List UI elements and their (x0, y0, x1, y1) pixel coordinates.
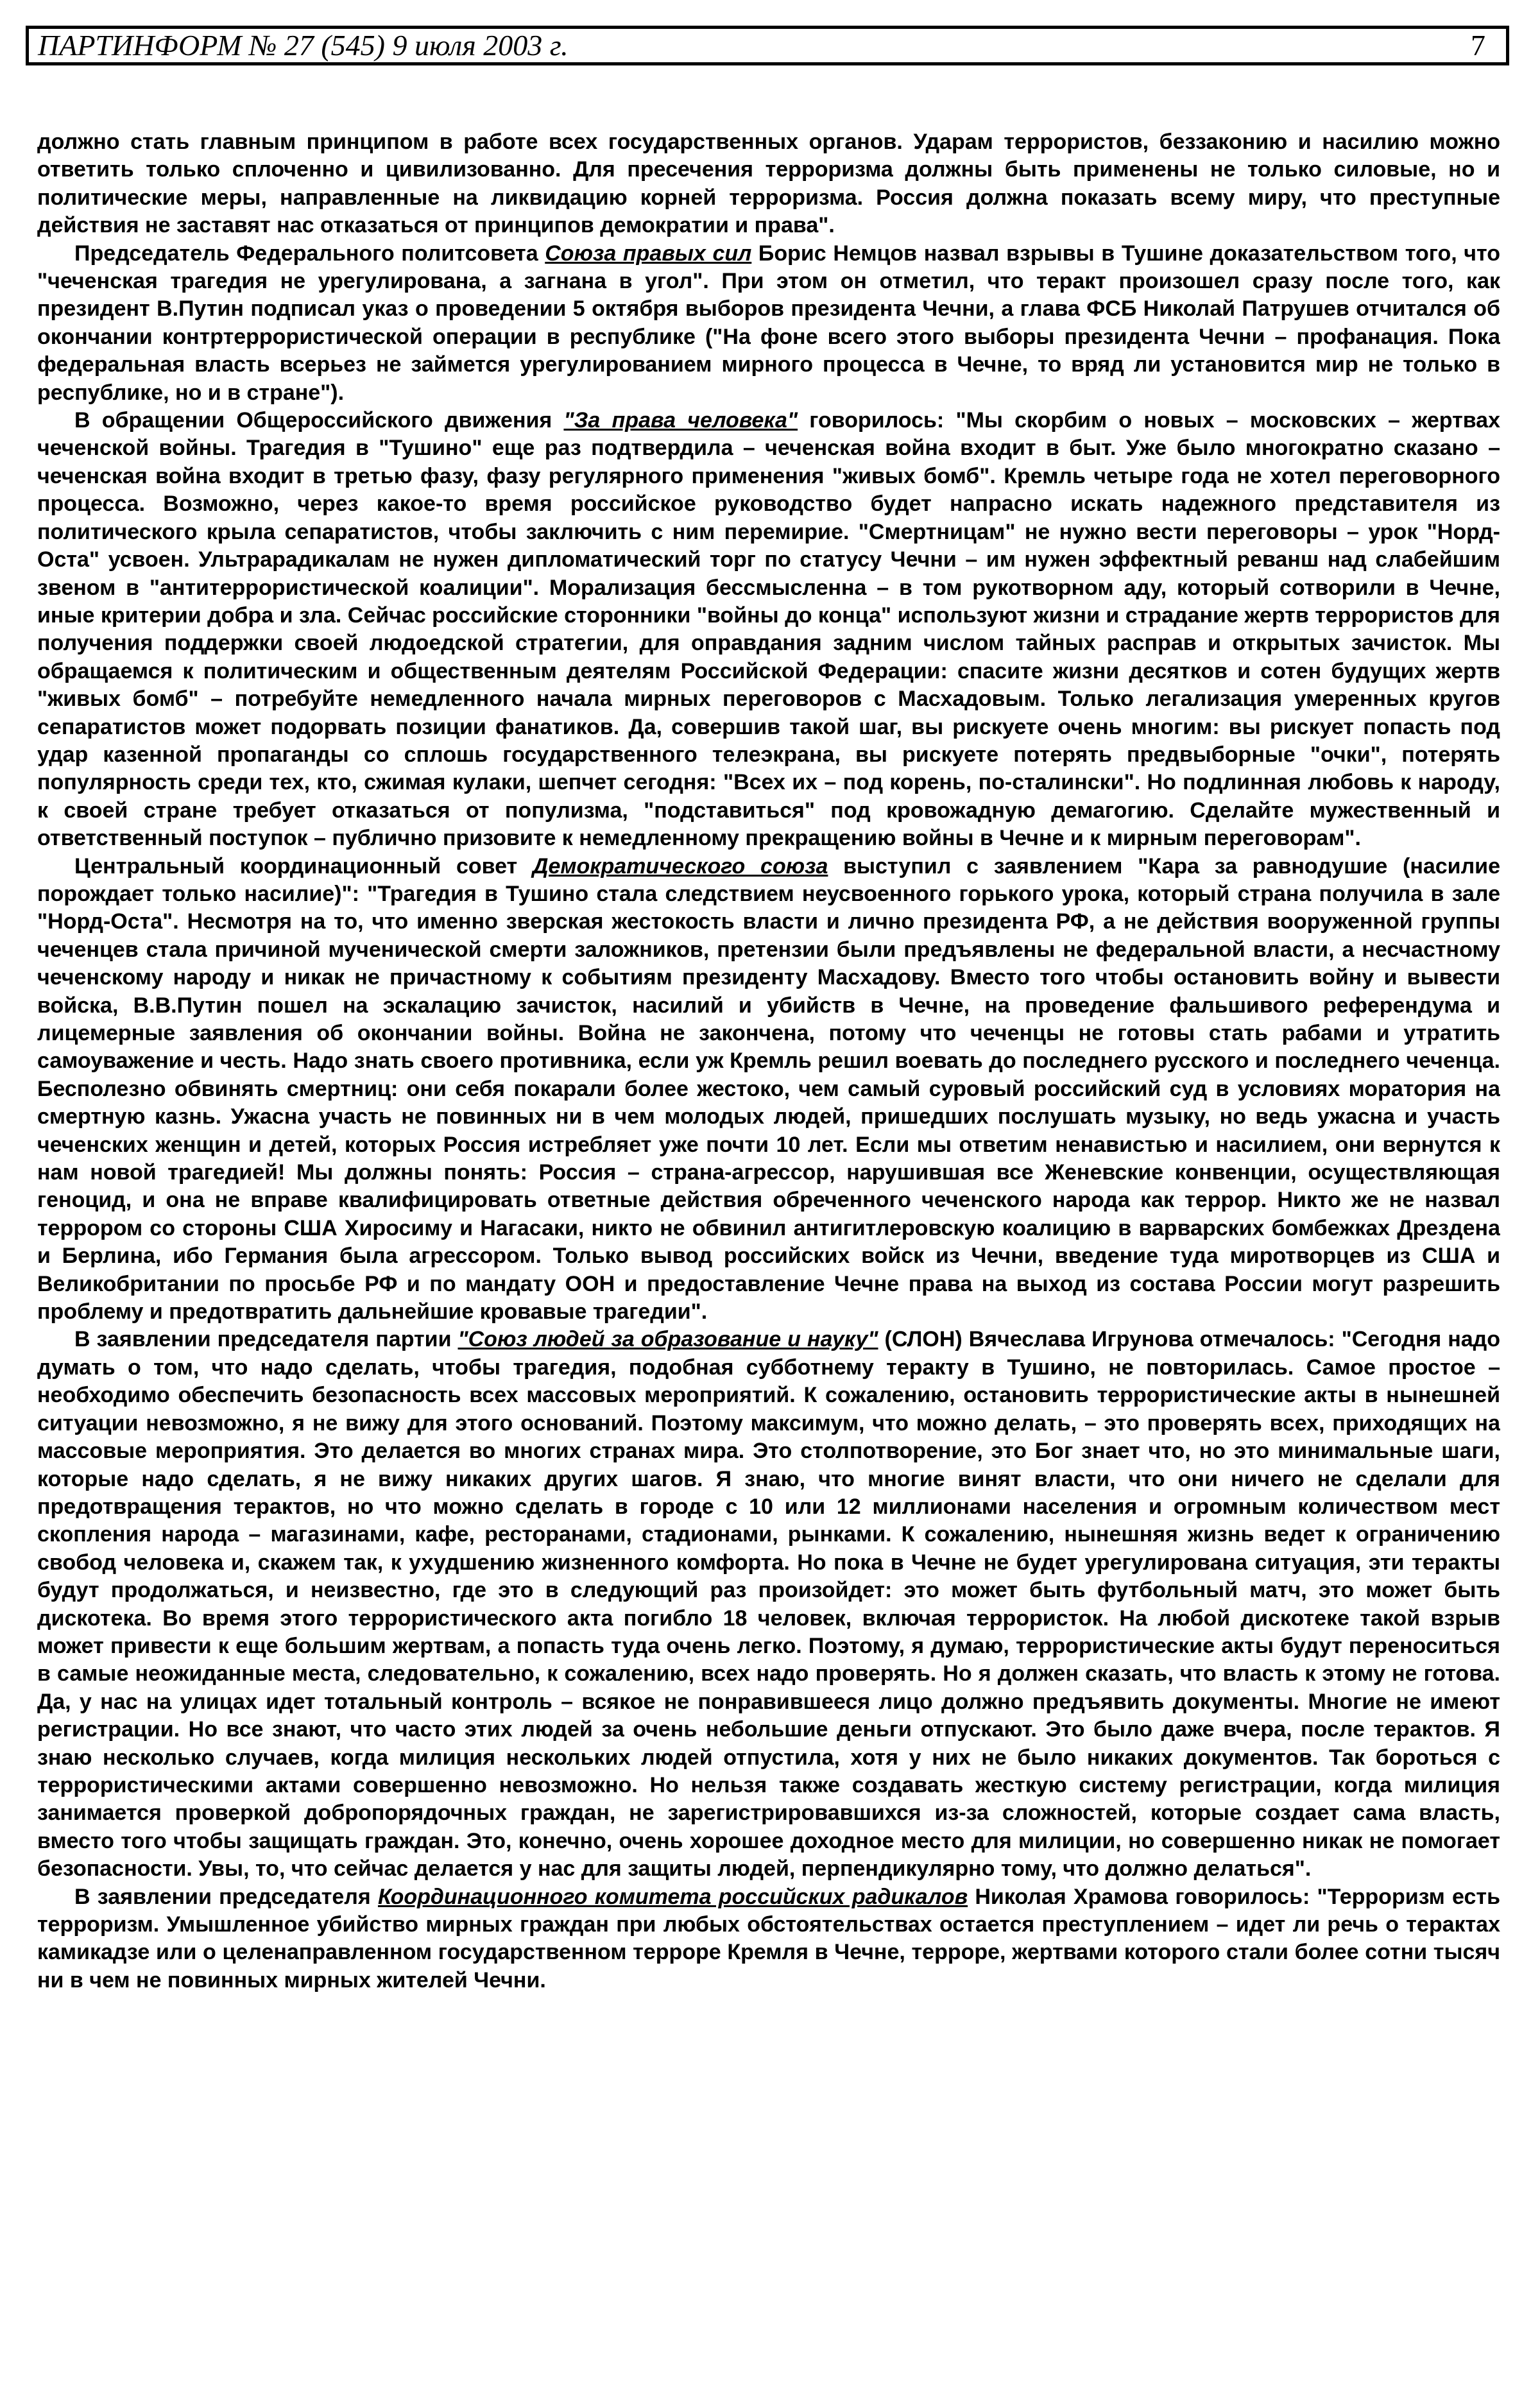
paragraph-text-after: Николая Храмова говорилось: "Терроризм есть терроризм. Умышленное убийство мирных граждан при любых обстоятельствах остается преступлением – идет ли речь о терактах камикадзе или о целенаправленном государственном терроре Кремля в Чечне, терроре, жертвами которого стали более сотни тысяч ни в чем не повинных мирных жителей Чечни. (37, 1884, 1500, 1992)
paragraph-text-before: В заявлении председателя (74, 1884, 378, 1909)
org-link-human-rights[interactable]: "За права человека" (563, 408, 798, 433)
paragraph-text-before: В обращении Общероссийского движения (74, 408, 564, 433)
paragraph-text-after: (СЛОН) Вячеслава Игрунова отмечалось: "Сегодня надо думать о том, что надо сделать, чтобы трагедия, подобная субботнему теракту в Тушино, не повторилась. Самое простое – необходимо обеспечить безопасность всех массовых мероприятий. К сожалению, остановить террористические акты в нынешней ситуации невозможно, я не вижу для этого оснований. Поэтому максимум, что можно делать, – это проверять всех, приходящих на массовые мероприятия. Это делается во многих странах мира. Это столпотворение, это Бог знает что, но это минимальные шаги, которые надо сделать, я не вижу никаких других шагов. Я знаю, что многие винят власти, что они ничего не сделали для предотвращения терактов, но что можно сделать в городе с 10 или 12 миллионами населения и огромным количеством мест скопления народа – магазинами, кафе, ресторанами, стадионами, рынками. К сожалению, нынешняя жизнь ведет к ограничению свобод человека и, скажем так, к ухудшению жизненного комфорта. Но пока в Чечне не будет урегулирована ситуация, эти теракты будут продолжаться, и неизвестно, где это в следующий раз произойдет: это может быть футбольный матч, это может быть дискотека. Во время этого террористического акта погибло 18 человек, включая террористок. На любой дискотеке такой взрыв может привести к еще большим жертвам, а попасть туда очень легко. Поэтому, я думаю, террористические акты будут переноситься в самые неожиданные места, следовательно, к сожалению, всех надо проверять. Но я должен сказать, что власть к этому не готова. Да, у нас на улицах идет тотальный контроль – всякое не понравившееся лицо должно предъявить документы. Многие не имеют регистрации. Но все знают, что часто этих людей за очень небольшие деньги отпускают. Это было даже вчера, после терактов. Я знаю несколько случаев, когда милиция нескольких людей отпустила, хотя у них не было никаких документов. Так бороться с террористическими актами совершенно невозможно. Но нельзя также создавать жесткую систему регистрации, когда милиция занимается проверкой добропорядочных граждан, не зарегистрировавшихся из-за сложностей, которые создает сама власть, вместо того чтобы защищать граждан. Это, конечно, очень хорошее доходное место для милиции, но совершенно никак не помогает безопасности. Увы, то, что сейчас делается у нас для защиты людей, перпендикулярно тому, что должно делаться". (37, 1327, 1500, 1881)
org-link-slon[interactable]: "Союз людей за образование и науку" (458, 1327, 878, 1352)
paragraph-2 (37, 240, 1500, 407)
paragraph-text: должно стать главным принципом в работе всех государственных органов. Ударам террористов, беззаконию и насилию можно ответить только сплоченно и цивилизованно. Для пресечения терроризма должны быть применены не только силовые, но и политические меры, направленные на ликвидацию корней терроризма. Россия должна показать всему миру, что преступные действия не заставят нас отказаться от принципов демократии и права". (37, 130, 1500, 238)
newspaper-issue-title: ПАРТИНФОРМ № 27 (545) 9 июля 2003 г. (38, 29, 569, 62)
article-body (37, 128, 1500, 2368)
org-link-democratic-union[interactable]: Демократического союза (532, 853, 828, 878)
paragraph-4 (37, 853, 1500, 1326)
paragraph-text-after: говорилось: "Мы скорбим о новых – московских – жертвах чеченской войны. Трагедия в "Тушино" еще раз подтвердила – чеченская война входит в быт. Уже было многократно сказано – чеченская война входит в третью фазу, фазу регулярного применения "живых бомб". Кремль четыре года не хотел переговорного процесса. Возможно, через какое-то время российское руководство будет напрасно искать надежного представителя из политического крыла сепаратистов, чтобы заключить с ним перемирие. "Смертницам" не нужно вести переговоры – урок "Норд-Оста" усвоен. Ультрарадикалам не нужен дипломатический торг по статусу Чечни – им нужен эффектный реванш над слабейшим звеном в "антитеррористической коалиции". Морализация бессмысленна – в том рукотворном аду, который сотворили в Чечне, иные критерии добра и зла. Сейчас российские сторонники "войны до конца" используют жизни и страдание жертв террористов для получения поддержки своей людоедской стратегии, для оправдания задним числом тайных расправ и открытых зачисток. Мы обращаемся к политическим и общественным деятелям Российской Федерации: спасите жизни десятков и сотен будущих жертв "живых бомб" – потребуйте немедленного начала мирных переговоров с Масхадовым. Только легализация умеренных кругов сепаратистов может подорвать позиции фанатиков. Да, совершив такой шаг, вы рискуете очень многим: вы рискует попасть под удар казенной пропаганды со сплошь государственного телеэкрана, вы рискуете потерять предвыборные "очки", потерять популярность среди тех, кто, сжимая кулаки, шепчет сегодня: "Всех их – под корень, по-сталински". Но подлинная любовь к народу, к своей стране требует отказаться от популизма, "подставиться" под кровожадную демагогию. Сделайте мужественный и ответственный поступок – публично призовите к немедленному прекращению войны в Чечне и к мирным переговорам". (37, 408, 1500, 851)
paragraph-text-before: Центральный координационный совет (74, 853, 533, 878)
paragraph-text-after: выступил с заявлением "Кара за равнодушие (насилие порождает только насилие)": "Трагедия в Тушино стала следствием неусвоенного горького урока, который страна получила в зале "Норд-Оста". Несмотря на то, что именно зверская жестокость власти и лично президента РФ, а не действия вооруженной группы чеченцев стала причиной мученической смерти заложников, претензии были предъявлены не федеральной власти, а несчастному чеченскому народу и никак не причастному к событиям президенту Масхадову. Вместо того чтобы остановить войну и вывести войска, В.В.Путин пошел на эскалацию зачисток, насилий и убийств в Чечне, на проведение фальшивого референдума и лицемерные заявления об окончании войны. Война не закончена, потому что чеченцы не готовы стать рабами и утратить самоуважение и честь. Надо знать своего противника, если уж Кремль решил воевать до последнего русского и последнего чеченца. Бесполезно обвинять смертниц: они себя покарали более жестоко, чем самый суровый российский суд в условиях моратория на смертную казнь. Ужасна участь не повинных ни в чем молодых людей, пришедших послушать музыку, но ведь ужасна и участь чеченских женщин и детей, которых Россия истребляет уже почти 10 лет. Если мы ответим ненавистью и насилием, они вернутся к нам новой трагедией! Мы должны понять: Россия – страна-агрессор, нарушившая все Женевские конвенции, осуществляющая геноцид, и она не вправе квалифицировать ответные действия обреченного чеченского народа как террор. Никто же не назвал террором со стороны США Хиросиму и Нагасаки, никто не обвинил антигитлеровскую коалицию в варварских бомбежках Дрездена и Берлина, ибо Германия была агрессором. Только вывод российских войск из Чечни, введение туда миротворцев из США и Великобритании по просьбе РФ и по мандату ООН и предоставление Чечне права на выход из состава России могут разрешить проблему и предотвратить дальнейшие кровавые трагедии". (37, 853, 1500, 1324)
paragraph-text-after: Борис Немцов назвал взрывы в Тушине доказательством того, что "чеченская трагедия не урегулирована, а загнана в угол". При этом он отметил, что теракт произошел сразу после того, как президент В.Путин подписал указ о проведении 5 октября выборов президента Чечни, а глава ФСБ Николай Патрушев отчитался об окончании контртеррористической операции в республике ("На фоне всего этого выборы президента Чечни – профанация. Пока федеральная власть всерьез не займется урегулированием мирного процесса в Чечне, то вряд ли установится мир не только в республике, но и в стране"). (37, 241, 1500, 405)
org-link-radicals-committee[interactable]: Координационного комитета российских радикалов (377, 1884, 968, 1909)
paragraph-3 (37, 407, 1500, 853)
page-header (26, 26, 1509, 65)
paragraph-text-before: Председатель Федерального политсовета (74, 241, 545, 266)
page-number: 7 (1471, 29, 1485, 62)
org-link-sps[interactable]: Союза правых сил (545, 241, 752, 266)
paragraph-6 (37, 1883, 1500, 1995)
paragraph-5 (37, 1326, 1500, 1883)
paragraph-text-before: В заявлении председателя партии (74, 1327, 458, 1352)
paragraph-1 (37, 128, 1500, 240)
